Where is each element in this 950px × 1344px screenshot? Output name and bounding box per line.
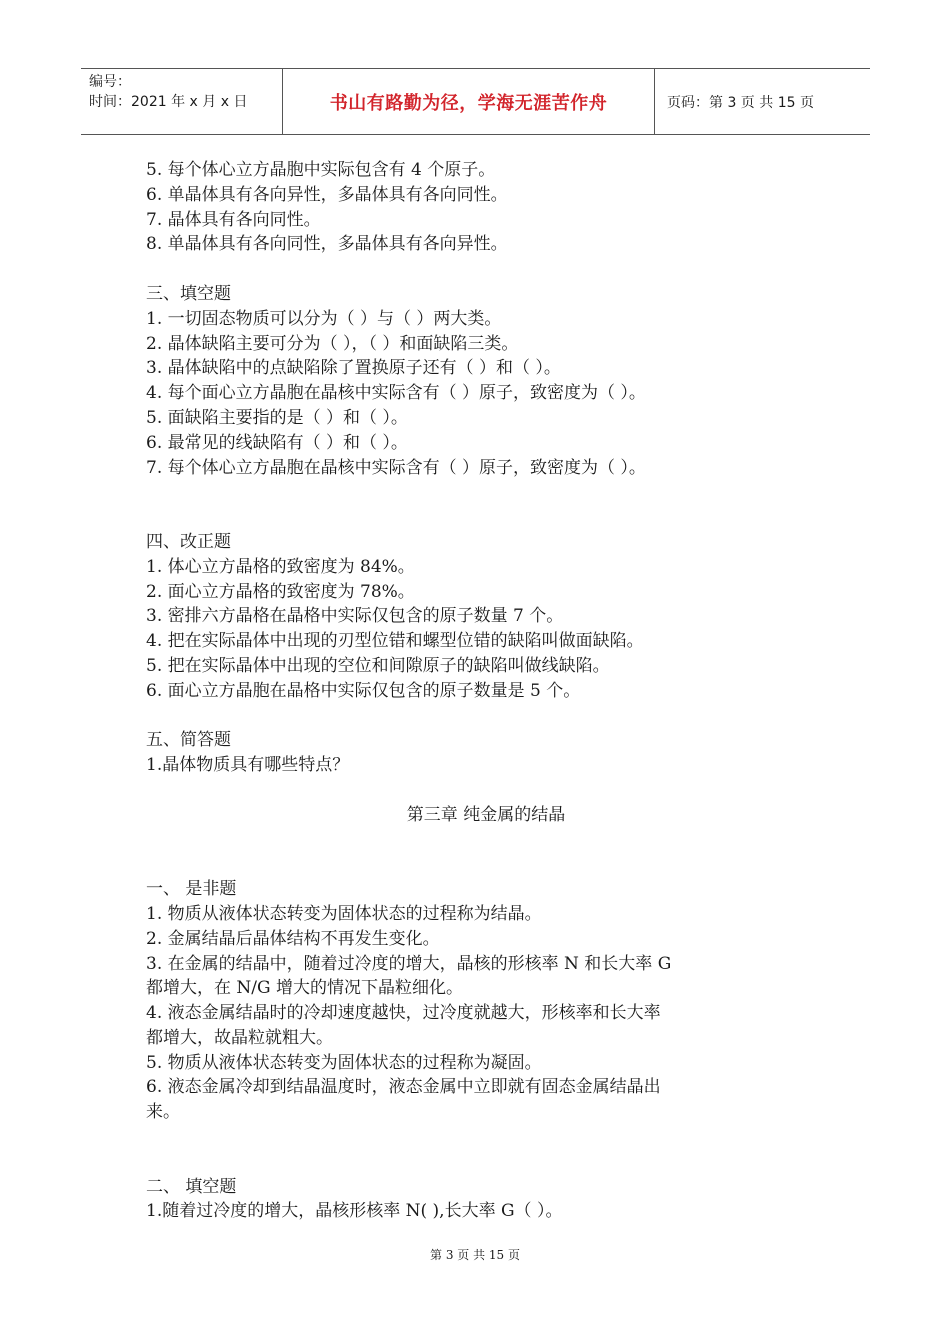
header-meta — [81, 69, 282, 134]
section-heading: 四、改正题 — [146, 531, 231, 552]
text-line: 6. 面心立方晶胞在晶格中实际仅包含的原子数量是 5 个。 — [146, 680, 581, 701]
page-header — [81, 68, 870, 135]
section-heading: 五、简答题 — [146, 730, 231, 751]
text-line: 1. 一切固态物质可以分为（ ）与（ ）两大类。 — [146, 308, 502, 329]
spacer — [146, 505, 826, 530]
spacer — [146, 778, 826, 803]
text-line: 2. 晶体缺陷主要可分为（ ），（ ）和面缺陷三类。 — [146, 333, 519, 354]
text-line: 5. 每个体心立方晶胞中实际包含有 4 个原子。 — [146, 160, 496, 180]
text-line: 3. 在金属的结晶中，随着过冷度的增大，晶核的形核率 N 和长大率 G — [146, 953, 672, 974]
chapter-title: 第三章 纯金属的结晶 — [406, 804, 566, 825]
text-line: 4. 每个面心立方晶胞在晶核中实际含有（ ）原子，致密度为（ ）。 — [146, 383, 646, 404]
text-line: 3. 晶体缺陷中的点缺陷除了置换原子还有（ ）和（ ）。 — [146, 358, 561, 379]
header-motto-cell — [282, 69, 655, 134]
page-footer: 第 3 页 共 15 页 — [430, 1248, 520, 1262]
section-heading: 一、 是非题 — [146, 879, 237, 900]
text-line: 1.晶体物质具有哪些特点？ — [146, 755, 350, 776]
header-page-cell — [655, 69, 870, 134]
spacer — [146, 257, 826, 282]
text-line: 6. 单晶体具有各向异性，多晶体具有各向同性。 — [146, 184, 508, 205]
text-line: 2. 面心立方晶格的致密度为 78%。 — [146, 581, 415, 602]
section-heading: 三、填空题 — [146, 283, 231, 304]
document-body — [146, 158, 826, 1224]
text-line: 7. 每个体心立方晶胞在晶核中实际含有（ ）原子，致密度为（ ）。 — [146, 457, 646, 478]
text-line: 3. 密排六方晶格在晶格中实际仅包含的原子数量 7 个。 — [146, 606, 564, 627]
spacer — [146, 1150, 826, 1175]
text-line: 1.随着过冷度的增大，晶核形核率 N( ),长大率 G（ ）。 — [146, 1201, 563, 1222]
text-line: 1. 物质从液体状态转变为固体状态的过程称为结晶。 — [146, 903, 542, 924]
spacer — [146, 1125, 826, 1150]
text-line: 7. 晶体具有各向同性。 — [146, 209, 321, 230]
motto: 书山有路勤为径，学海无涯苦作舟 — [329, 92, 608, 114]
section-heading: 二、 填空题 — [146, 1176, 237, 1197]
spacer — [146, 704, 826, 729]
spacer — [146, 828, 826, 853]
text-line: 都增大，在 N/G 增大的情况下晶粒细化。 — [146, 978, 463, 999]
text-line: 2. 金属结晶后晶体结构不再发生变化。 — [146, 928, 440, 949]
spacer — [146, 480, 826, 505]
text-line: 5. 面缺陷主要指的是（ ）和（ ）。 — [146, 407, 408, 428]
text-line: 4. 把在实际晶体中出现的刃型位错和螺型位错的缺陷叫做面缺陷。 — [146, 631, 644, 652]
text-line: 6. 最常见的线缺陷有（ ）和（ ）。 — [146, 432, 408, 453]
number-label: 编号： — [89, 74, 131, 90]
time-label: 时间：2021 年 x 月 x 日 — [89, 94, 248, 110]
text-line: 8. 单晶体具有各向同性，多晶体具有各向异性。 — [146, 234, 508, 255]
text-line: 1. 体心立方晶格的致密度为 84%。 — [146, 556, 415, 577]
spacer — [146, 852, 826, 877]
text-line: 6. 液态金属冷却到结晶温度时，液态金属中立即就有固态金属结晶出 — [146, 1077, 661, 1098]
text-line: 都增大，故晶粒就粗大。 — [146, 1027, 333, 1048]
text-line: 4. 液态金属结晶时的冷却速度越快，过冷度就越大，形核率和长大率 — [146, 1003, 661, 1024]
text-line: 5. 把在实际晶体中出现的空位和间隙原子的缺陷叫做线缺陷。 — [146, 655, 610, 676]
text-line: 5. 物质从液体状态转变为固体状态的过程称为凝固。 — [146, 1052, 542, 1073]
page-label: 页码：第 3 页 共 15 页 — [667, 94, 814, 111]
text-line: 来。 — [146, 1102, 180, 1123]
